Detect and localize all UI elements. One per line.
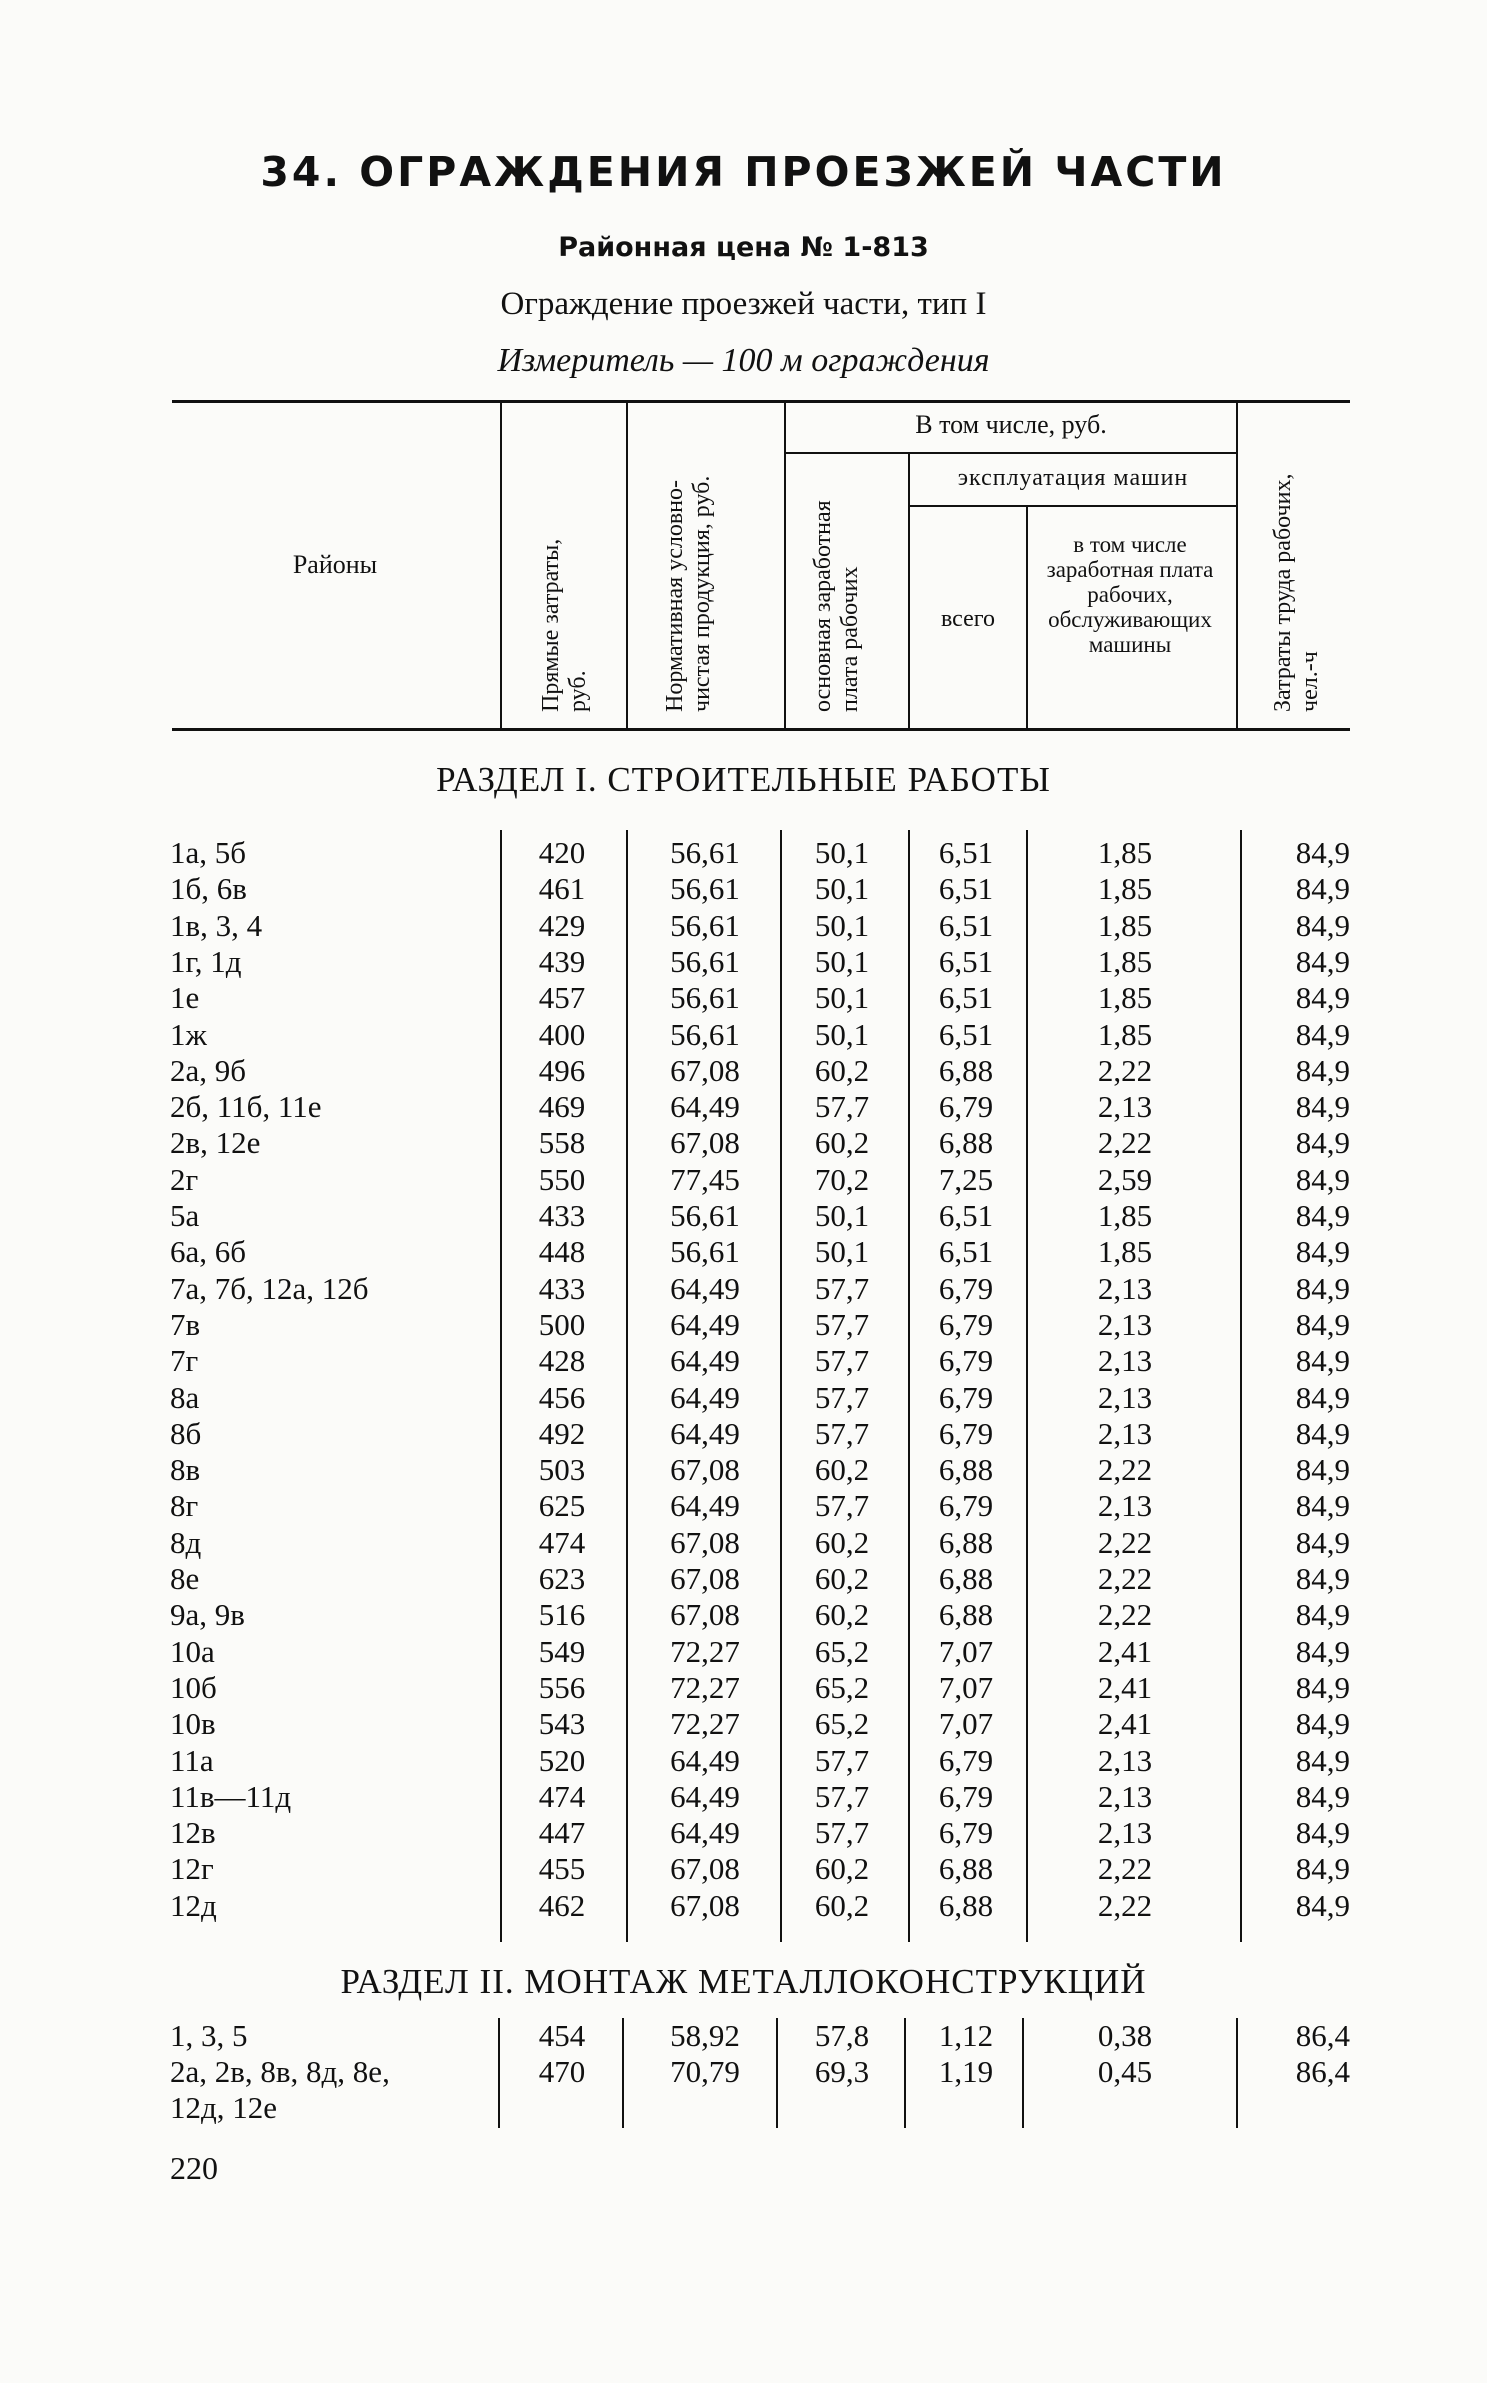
cell-machine-wage: 2,59 xyxy=(1097,1161,1153,1197)
cell-net-output: 67,08 xyxy=(670,1561,740,1596)
cell-base-wage: 57,7 xyxy=(814,1742,870,1778)
col-header-machines: эксплуатация машин xyxy=(957,465,1189,491)
cell-labor: 84,9 xyxy=(1295,1016,1350,1052)
cell-labor: 84,9 xyxy=(1295,1597,1350,1633)
page-number: 220 xyxy=(170,2150,218,2186)
header-machines-rule xyxy=(910,505,1236,507)
cell-net-output: 56,61 xyxy=(670,907,740,943)
col-header-direct: Прямые затраты, руб. xyxy=(538,538,591,712)
col-header-wage: основная заработная плата рабочих xyxy=(810,500,863,712)
cell-region: 2а, 2в, 8в, 8д, 8е, xyxy=(170,2054,390,2089)
cell-net-output: 67,08 xyxy=(670,1597,740,1633)
cell-base-wage: 60,2 xyxy=(814,1597,870,1633)
cell-region: 10б xyxy=(170,1669,217,1705)
cell-direct-cost: 400 xyxy=(538,1016,586,1052)
cell-base-wage: 65,2 xyxy=(814,1633,870,1669)
cell-net-output: 67,08 xyxy=(670,1887,740,1923)
cell-direct-cost: 549 xyxy=(538,1633,586,1669)
cell-machine-wage: 1,85 xyxy=(1097,1198,1153,1233)
cell-labor: 84,9 xyxy=(1295,1343,1350,1379)
cell-net-output: 72,27 xyxy=(670,1633,740,1669)
cell-direct-cost: 623 xyxy=(538,1561,586,1596)
cell-region: 11в—11д xyxy=(170,1778,292,1814)
cell-labor: 84,9 xyxy=(1295,1669,1350,1705)
cell-base-wage: 57,7 xyxy=(814,1815,870,1851)
cell-base-wage: 50,1 xyxy=(814,907,870,943)
col-header-net: Нормативная условно-чистая продукция, руб. xyxy=(662,475,715,712)
cell-machines-total: 6,79 xyxy=(938,1415,994,1451)
cell-machine-wage: 2,22 xyxy=(1097,1851,1153,1887)
cell-region: 12в xyxy=(170,1815,216,1851)
cell-region: 1ж xyxy=(170,1016,207,1052)
cell-base-wage: 57,7 xyxy=(814,1343,870,1379)
cell-labor: 86,4 xyxy=(1295,2018,1350,2053)
cell-base-wage: 60,2 xyxy=(814,1052,870,1088)
cell-machine-wage: 2,22 xyxy=(1097,1452,1153,1488)
cell-machines-total: 6,51 xyxy=(938,943,994,979)
cell-region: 9а, 9в xyxy=(170,1597,245,1633)
cell-direct-cost: 474 xyxy=(538,1778,586,1814)
header-divider xyxy=(1236,403,1238,728)
cell-labor: 84,9 xyxy=(1295,1234,1350,1270)
cell-net-output: 64,49 xyxy=(670,1488,740,1524)
cell-machines-total: 6,88 xyxy=(938,1125,994,1161)
cell-machine-wage: 2,22 xyxy=(1097,1597,1153,1633)
cell-region: 1г, 1д xyxy=(170,943,242,979)
cell-labor: 84,9 xyxy=(1295,1198,1350,1233)
cell-base-wage: 57,7 xyxy=(814,1306,870,1342)
cell-region: 11а xyxy=(170,1742,214,1778)
cell-net-output: 56,61 xyxy=(670,1016,740,1052)
header-divider xyxy=(500,403,502,728)
cell-machines-total: 6,88 xyxy=(938,1524,994,1560)
cell-base-wage: 57,7 xyxy=(814,1778,870,1814)
cell-labor: 86,4 xyxy=(1295,2054,1350,2089)
cell-region: 1, 3, 5 xyxy=(170,2018,248,2053)
col-header-regions: Районы xyxy=(292,550,378,579)
section-2-title: РАЗДЕЛ II. МОНТАЖ МЕТАЛЛОКОНСТРУКЦИЙ xyxy=(340,1962,1147,2001)
cell-labor: 84,9 xyxy=(1295,1379,1350,1415)
cell-labor: 84,9 xyxy=(1295,1089,1350,1125)
cell-base-wage: 50,1 xyxy=(814,980,870,1016)
cell-labor: 84,9 xyxy=(1295,1488,1350,1524)
cell-base-wage: 50,1 xyxy=(814,1016,870,1052)
cell-region: 6а, 6б xyxy=(170,1234,247,1270)
cell-machine-wage: 2,22 xyxy=(1097,1887,1153,1923)
column-rule xyxy=(622,2018,624,2128)
column-rule xyxy=(1026,830,1028,1942)
cell-region: 12г xyxy=(170,1851,214,1887)
cell-labor: 84,9 xyxy=(1295,871,1350,907)
cell-labor: 84,9 xyxy=(1295,1270,1350,1306)
cell-machine-wage: 1,85 xyxy=(1097,980,1153,1016)
cell-labor: 84,9 xyxy=(1295,980,1350,1016)
cell-base-wage: 60,2 xyxy=(814,1452,870,1488)
cell-machines-total: 6,88 xyxy=(938,1452,994,1488)
measure-unit: Измеритель — 100 м ограждения xyxy=(497,342,990,379)
cell-direct-cost: 433 xyxy=(538,1270,586,1306)
cell-direct-cost: 420 xyxy=(538,835,586,870)
cell-machines-total: 7,07 xyxy=(938,1633,994,1669)
cell-machines-total: 6,79 xyxy=(938,1815,994,1851)
cell-machine-wage: 2,41 xyxy=(1097,1633,1153,1669)
header-bottom-rule xyxy=(172,728,1350,731)
cell-direct-cost: 448 xyxy=(538,1234,586,1270)
cell-machines-total: 7,07 xyxy=(938,1669,994,1705)
cell-direct-cost: 520 xyxy=(538,1742,586,1778)
cell-direct-cost: 558 xyxy=(538,1125,586,1161)
cell-direct-cost: 474 xyxy=(538,1524,586,1560)
cell-labor: 84,9 xyxy=(1295,1706,1350,1742)
cell-region: 1е xyxy=(170,980,200,1016)
cell-region: 5а xyxy=(170,1198,200,1233)
cell-machine-wage: 2,22 xyxy=(1097,1524,1153,1560)
cell-machines-total: 7,25 xyxy=(938,1161,994,1197)
cell-direct-cost: 462 xyxy=(538,1887,586,1923)
cell-region: 8б xyxy=(170,1415,202,1451)
cell-region: 2в, 12е xyxy=(170,1125,261,1161)
cell-machines-total: 6,88 xyxy=(938,1561,994,1596)
cell-base-wage: 60,2 xyxy=(814,1524,870,1560)
cell-direct-cost: 503 xyxy=(538,1452,586,1488)
cell-labor: 84,9 xyxy=(1295,907,1350,943)
header-divider xyxy=(626,403,628,728)
cell-net-output: 56,61 xyxy=(670,835,740,870)
cell-region: 8а xyxy=(170,1379,200,1415)
cell-base-wage: 50,1 xyxy=(814,835,870,870)
cell-direct-cost: 469 xyxy=(538,1089,586,1125)
cell-machine-wage: 2,22 xyxy=(1097,1561,1153,1596)
cell-base-wage: 57,7 xyxy=(814,1415,870,1451)
cell-base-wage: 57,8 xyxy=(814,2018,870,2053)
cell-labor: 84,9 xyxy=(1295,1778,1350,1814)
cell-base-wage: 60,2 xyxy=(814,1125,870,1161)
cell-region: 1а, 5б xyxy=(170,835,247,870)
cell-machines-total: 6,79 xyxy=(938,1742,994,1778)
cell-net-output: 67,08 xyxy=(670,1851,740,1887)
cell-region: 8г xyxy=(170,1488,199,1524)
cell-machines-total: 6,51 xyxy=(938,835,994,870)
cell-labor: 84,9 xyxy=(1295,1561,1350,1596)
cell-machines-total: 6,79 xyxy=(938,1089,994,1125)
cell-net-output: 67,08 xyxy=(670,1452,740,1488)
cell-machine-wage: 2,22 xyxy=(1097,1052,1153,1088)
cell-machine-wage: 2,41 xyxy=(1097,1669,1153,1705)
cell-net-output: 56,61 xyxy=(670,1198,740,1233)
cell-direct-cost: 428 xyxy=(538,1343,586,1379)
header-top-rule xyxy=(172,400,1350,403)
cell-direct-cost: 543 xyxy=(538,1706,586,1742)
cell-base-wage: 65,2 xyxy=(814,1706,870,1742)
cell-labor: 84,9 xyxy=(1295,1815,1350,1851)
cell-base-wage: 57,7 xyxy=(814,1379,870,1415)
cell-region: 2б, 11б, 11е xyxy=(170,1089,322,1125)
cell-machine-wage: 2,13 xyxy=(1097,1089,1153,1125)
cell-labor: 84,9 xyxy=(1295,1887,1350,1923)
cell-labor: 84,9 xyxy=(1295,943,1350,979)
header-divider xyxy=(784,403,786,728)
cell-base-wage: 65,2 xyxy=(814,1669,870,1705)
section-1-title: РАЗДЕЛ I. СТРОИТЕЛЬНЫЕ РАБОТЫ xyxy=(436,760,1051,799)
cell-labor: 84,9 xyxy=(1295,835,1350,870)
cell-net-output: 64,49 xyxy=(670,1815,740,1851)
cell-labor: 84,9 xyxy=(1295,1125,1350,1161)
cell-net-output: 72,27 xyxy=(670,1706,740,1742)
cell-machine-wage: 2,22 xyxy=(1097,1125,1153,1161)
cell-base-wage: 50,1 xyxy=(814,1198,870,1233)
cell-region: 1в, 3, 4 xyxy=(170,907,263,943)
cell-base-wage: 69,3 xyxy=(814,2054,870,2089)
cell-net-output: 56,61 xyxy=(670,871,740,907)
cell-net-output: 64,49 xyxy=(670,1343,740,1379)
cell-machines-total: 6,79 xyxy=(938,1778,994,1814)
cell-region: 8д xyxy=(170,1524,202,1560)
cell-direct-cost: 500 xyxy=(538,1306,586,1342)
cell-direct-cost: 457 xyxy=(538,980,586,1016)
cell-machines-total: 1,19 xyxy=(938,2054,994,2089)
cell-net-output: 67,08 xyxy=(670,1052,740,1088)
col-header-total: всего xyxy=(940,606,996,632)
cell-region: 7а, 7б, 12а, 12б xyxy=(170,1270,369,1306)
cell-net-output: 64,49 xyxy=(670,1089,740,1125)
cell-region: 8е xyxy=(170,1561,200,1596)
cell-machines-total: 6,51 xyxy=(938,1234,994,1270)
cell-region: 8в xyxy=(170,1452,201,1488)
cell-machines-total: 6,88 xyxy=(938,1597,994,1633)
cell-direct-cost: 556 xyxy=(538,1669,586,1705)
header-divider xyxy=(1026,507,1028,728)
cell-machine-wage: 1,85 xyxy=(1097,1016,1153,1052)
cell-net-output: 64,49 xyxy=(670,1379,740,1415)
cell-machines-total: 6,88 xyxy=(938,1052,994,1088)
cell-net-output: 64,49 xyxy=(670,1270,740,1306)
cell-machine-wage: 0,38 xyxy=(1097,2018,1153,2053)
cell-machines-total: 6,79 xyxy=(938,1379,994,1415)
cell-machine-wage: 1,85 xyxy=(1097,835,1153,870)
cell-machine-wage: 2,13 xyxy=(1097,1270,1153,1306)
page-title: 34. ОГРАЖДЕНИЯ ПРОЕЗЖЕЙ ЧАСТИ xyxy=(260,148,1227,196)
cell-net-output: 77,45 xyxy=(670,1161,740,1197)
cell-machine-wage: 2,13 xyxy=(1097,1415,1153,1451)
cell-direct-cost: 470 xyxy=(538,2054,586,2089)
cell-net-output: 70,79 xyxy=(670,2054,740,2089)
cell-machine-wage: 1,85 xyxy=(1097,943,1153,979)
cell-region: 10а xyxy=(170,1633,215,1669)
cell-net-output: 56,61 xyxy=(670,943,740,979)
cell-machines-total: 6,88 xyxy=(938,1887,994,1923)
cell-machines-total: 6,51 xyxy=(938,907,994,943)
cell-machine-wage: 2,13 xyxy=(1097,1379,1153,1415)
cell-direct-cost: 461 xyxy=(538,871,586,907)
cell-net-output: 56,61 xyxy=(670,1234,740,1270)
cell-base-wage: 57,7 xyxy=(814,1270,870,1306)
cell-net-output: 64,49 xyxy=(670,1742,740,1778)
cell-base-wage: 50,1 xyxy=(814,871,870,907)
cell-direct-cost: 496 xyxy=(538,1052,586,1088)
cell-region: 2а, 9б xyxy=(170,1052,247,1088)
cell-direct-cost: 433 xyxy=(538,1198,586,1233)
cell-base-wage: 57,7 xyxy=(814,1089,870,1125)
cell-direct-cost: 454 xyxy=(538,2018,586,2053)
cell-labor: 84,9 xyxy=(1295,1415,1350,1451)
cell-net-output: 58,92 xyxy=(670,2018,740,2053)
table-caption: Ограждение проезжей части, тип I xyxy=(500,286,987,322)
cell-machines-total: 6,88 xyxy=(938,1851,994,1887)
cell-net-output: 72,27 xyxy=(670,1669,740,1705)
cell-machines-total: 7,07 xyxy=(938,1706,994,1742)
cell-base-wage: 50,1 xyxy=(814,1234,870,1270)
cell-machine-wage: 2,13 xyxy=(1097,1815,1153,1851)
col-header-labor: Затраты труда рабочих, чел.-ч xyxy=(1270,473,1323,712)
cell-machine-wage: 2,41 xyxy=(1097,1706,1153,1742)
cell-labor: 84,9 xyxy=(1295,1052,1350,1088)
cell-machines-total: 6,51 xyxy=(938,980,994,1016)
cell-region: 1б, 6в xyxy=(170,871,247,907)
cell-labor: 84,9 xyxy=(1295,1524,1350,1560)
cell-machine-wage: 2,13 xyxy=(1097,1778,1153,1814)
cell-direct-cost: 455 xyxy=(538,1851,586,1887)
cell-direct-cost: 456 xyxy=(538,1379,586,1415)
cell-labor: 84,9 xyxy=(1295,1452,1350,1488)
cell-machines-total: 6,51 xyxy=(938,1198,994,1233)
column-rule xyxy=(626,830,628,1942)
cell-region: 7в xyxy=(170,1306,201,1342)
cell-direct-cost: 550 xyxy=(538,1161,586,1197)
cell-machines-total: 6,79 xyxy=(938,1270,994,1306)
cell-region: 2г xyxy=(170,1161,199,1197)
cell-base-wage: 60,2 xyxy=(814,1851,870,1887)
cell-machine-wage: 1,85 xyxy=(1097,907,1153,943)
cell-direct-cost: 429 xyxy=(538,907,586,943)
cell-net-output: 64,49 xyxy=(670,1415,740,1451)
cell-net-output: 56,61 xyxy=(670,980,740,1016)
cell-machine-wage: 1,85 xyxy=(1097,871,1153,907)
cell-direct-cost: 447 xyxy=(538,1815,586,1851)
cell-labor: 84,9 xyxy=(1295,1851,1350,1887)
cell-base-wage: 60,2 xyxy=(814,1561,870,1596)
cell-direct-cost: 516 xyxy=(538,1597,586,1633)
cell-machine-wage: 0,45 xyxy=(1097,2054,1153,2089)
cell-region: 7г xyxy=(170,1343,199,1379)
cell-net-output: 64,49 xyxy=(670,1778,740,1814)
cell-machine-wage: 2,13 xyxy=(1097,1306,1153,1342)
cell-region: 12д, 12е xyxy=(170,2090,278,2125)
cell-labor: 84,9 xyxy=(1295,1633,1350,1669)
cell-machines-total: 6,79 xyxy=(938,1343,994,1379)
cell-machine-wage: 1,85 xyxy=(1097,1234,1153,1270)
col-header-group: В том числе, руб. xyxy=(915,410,1107,439)
cell-region: 12д xyxy=(170,1887,217,1923)
header-group-rule xyxy=(786,452,1236,454)
cell-labor: 84,9 xyxy=(1295,1306,1350,1342)
cell-base-wage: 60,2 xyxy=(814,1887,870,1923)
header-divider xyxy=(908,454,910,728)
cell-machines-total: 1,12 xyxy=(938,2018,994,2053)
cell-region: 10в xyxy=(170,1706,216,1742)
cell-machines-total: 6,79 xyxy=(938,1306,994,1342)
cell-base-wage: 50,1 xyxy=(814,943,870,979)
cell-machines-total: 6,79 xyxy=(938,1488,994,1524)
cell-net-output: 64,49 xyxy=(670,1306,740,1342)
cell-base-wage: 57,7 xyxy=(814,1488,870,1524)
price-number: Районная цена № 1-813 xyxy=(558,232,929,263)
cell-labor: 84,9 xyxy=(1295,1161,1350,1197)
cell-machine-wage: 2,13 xyxy=(1097,1742,1153,1778)
cell-machine-wage: 2,13 xyxy=(1097,1343,1153,1379)
cell-machine-wage: 2,13 xyxy=(1097,1488,1153,1524)
cell-direct-cost: 439 xyxy=(538,943,586,979)
cell-direct-cost: 492 xyxy=(538,1415,586,1451)
cell-machines-total: 6,51 xyxy=(938,871,994,907)
cell-net-output: 67,08 xyxy=(670,1125,740,1161)
cell-base-wage: 70,2 xyxy=(814,1161,870,1197)
column-rule xyxy=(1236,2018,1238,2128)
cell-direct-cost: 625 xyxy=(538,1488,586,1524)
cell-machines-total: 6,51 xyxy=(938,1016,994,1052)
cell-net-output: 67,08 xyxy=(670,1524,740,1560)
cell-labor: 84,9 xyxy=(1295,1742,1350,1778)
col-header-machine-wage: в том числе заработная плата рабочих, обслуживающих машины xyxy=(1046,532,1214,657)
